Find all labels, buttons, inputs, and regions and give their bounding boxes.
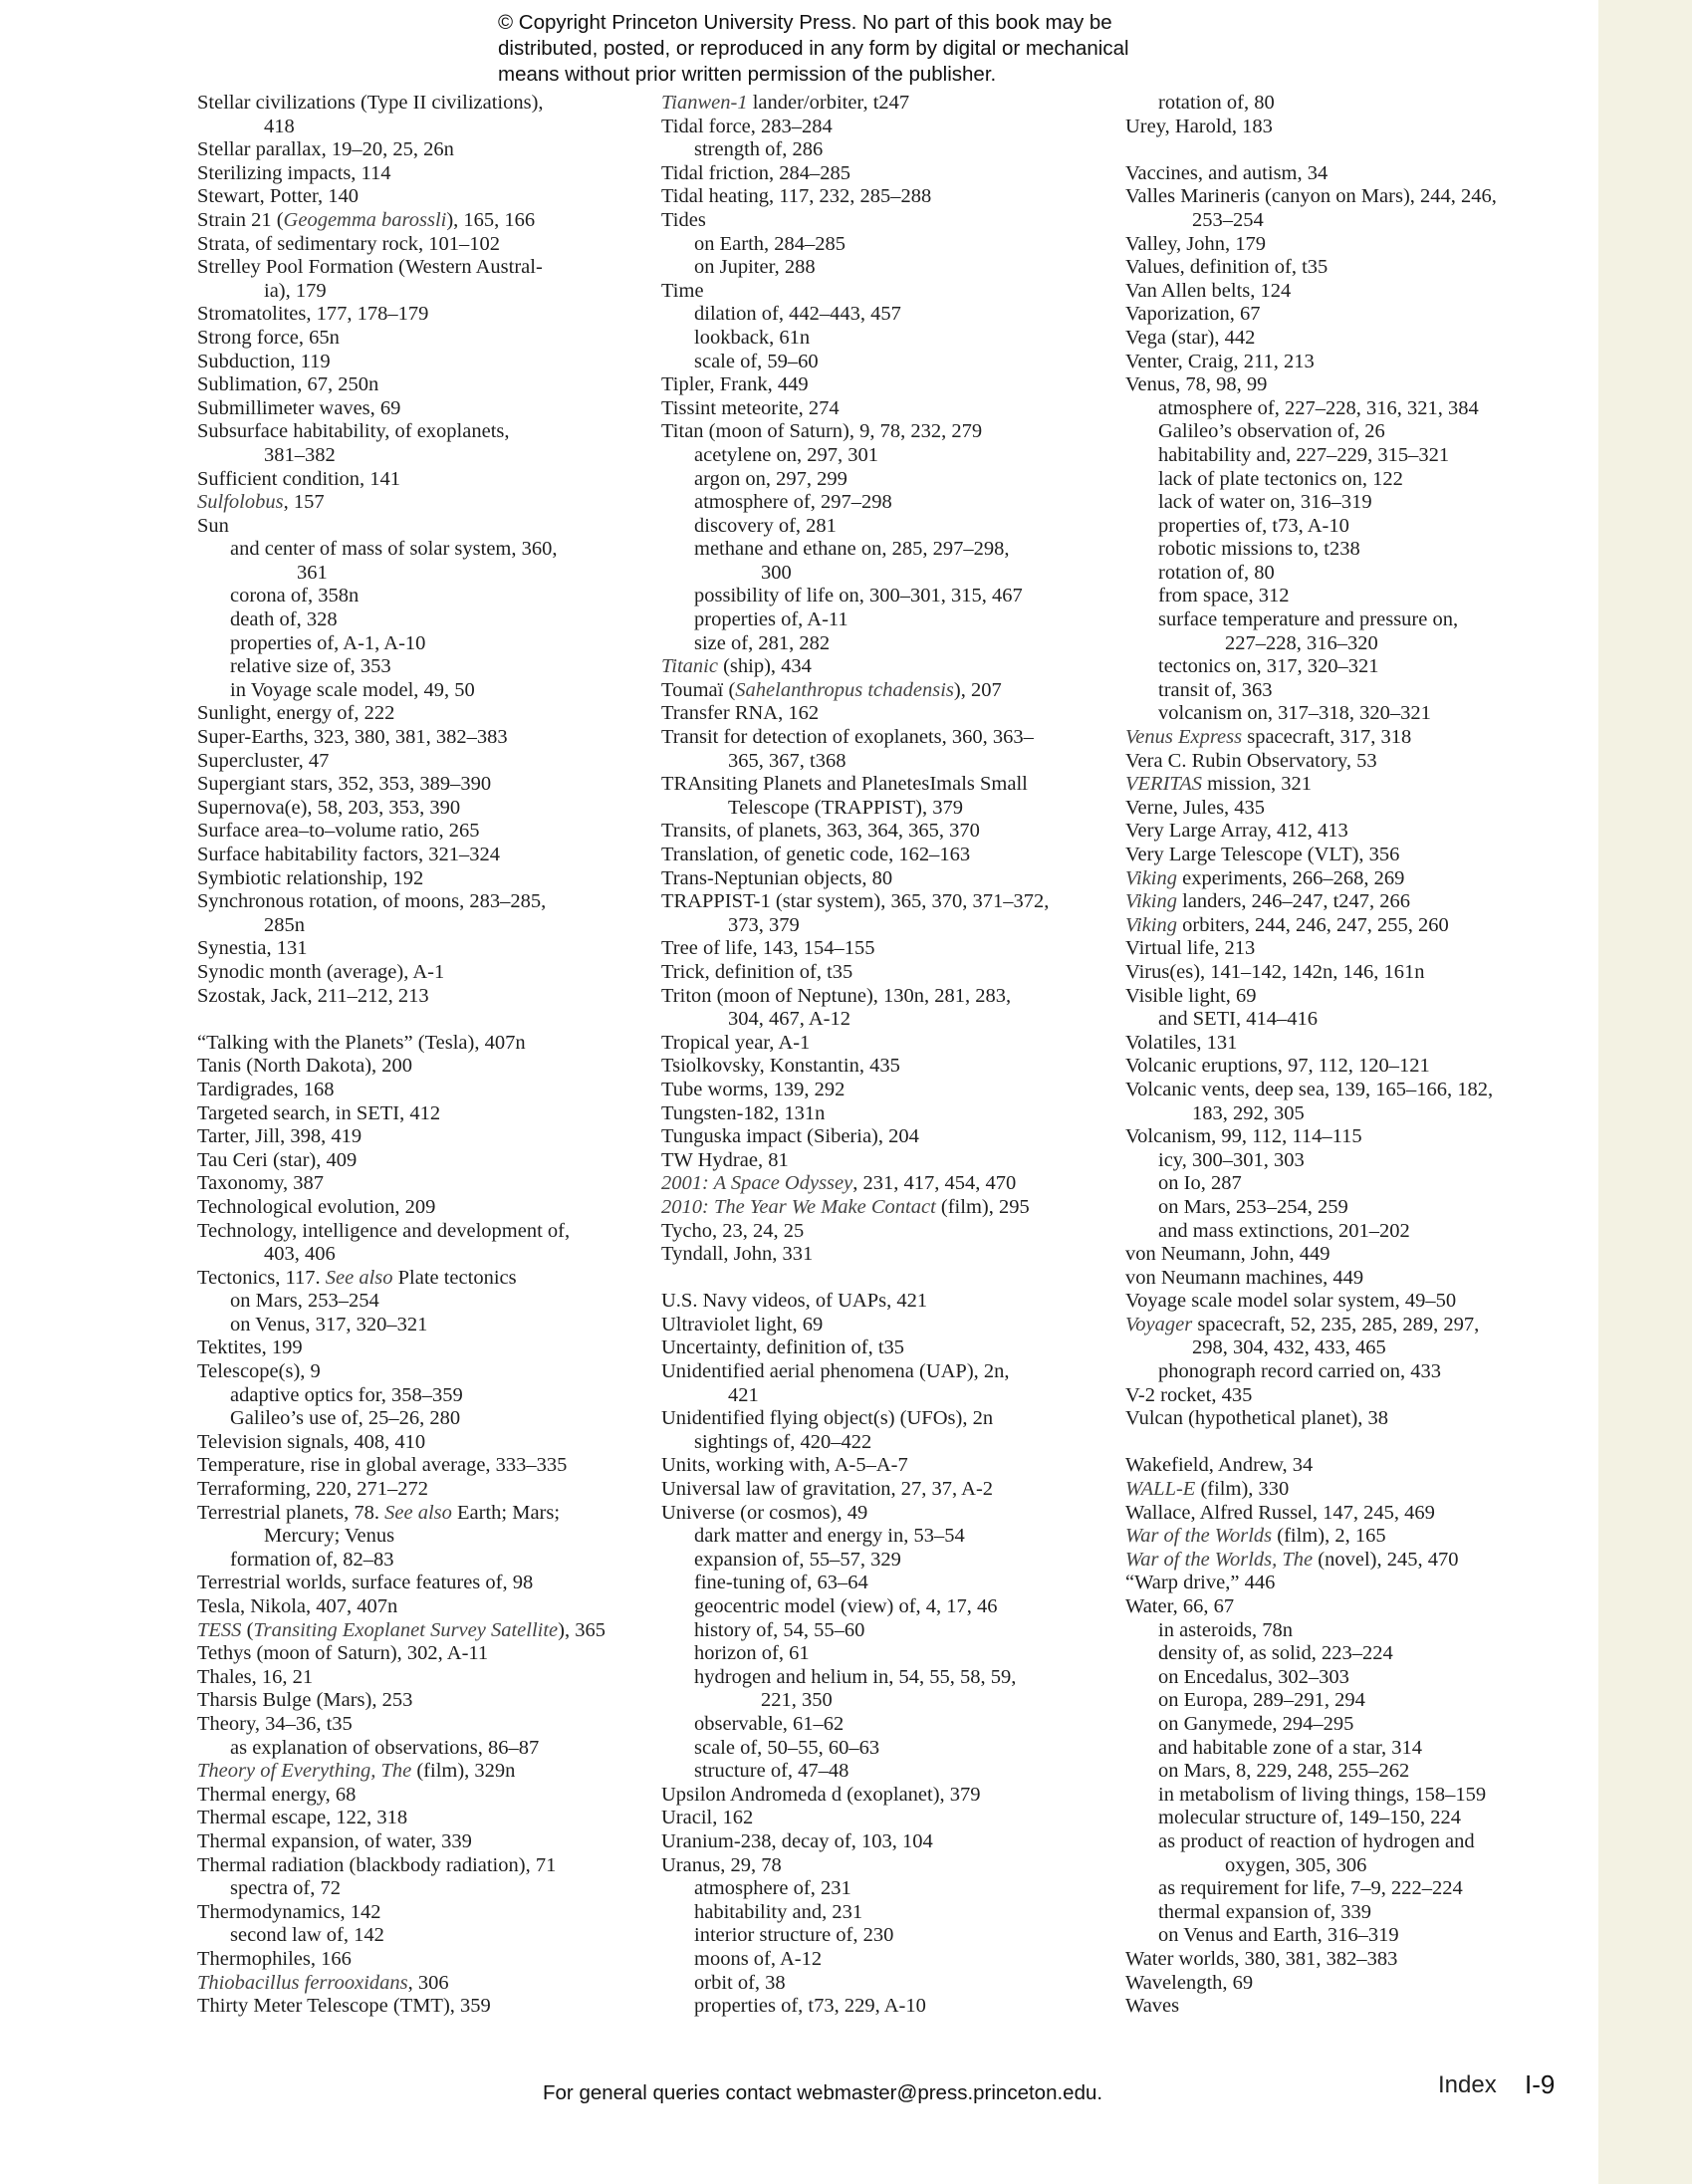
index-subentry: transit of, 363: [1158, 678, 1273, 701]
index-column-1: [197, 92, 645, 2019]
index-subentry: as requirement for life, 7–9, 222–224: [1158, 1877, 1463, 1900]
index-subentry: properties of, A-11: [694, 608, 848, 631]
index-entry: Sterilizing impacts, 114: [197, 161, 391, 184]
index-entry-continuation: Telescope (TRAPPIST), 379: [728, 796, 963, 819]
index-subentry: geocentric model (view) of, 4, 17, 46: [694, 1595, 998, 1617]
index-entry: Temperature, rise in global average, 333–335: [197, 1454, 568, 1477]
index-subentry: possibility of life on, 300–301, 315, 467: [694, 585, 1023, 607]
index-entry: Supercluster, 47: [197, 749, 330, 772]
index-entry: Thermal radiation (blackbody radiation), 71: [197, 1853, 557, 1876]
index-subentry: robotic missions to, t238: [1158, 538, 1360, 561]
index-entry: Tipler, Frank, 449: [661, 373, 809, 396]
index-entry-continuation: 361: [297, 561, 328, 584]
index-entry: Tektites, 199: [197, 1336, 303, 1359]
index-subentry: relative size of, 353: [230, 655, 391, 678]
index-subentry: fine-tuning of, 63–64: [694, 1572, 868, 1594]
index-entry: Virus(es), 141–142, 142n, 146, 161n: [1125, 960, 1425, 983]
index-entry-continuation: 421: [728, 1383, 759, 1406]
index-subentry: in metabolism of living things, 158–159: [1158, 1783, 1487, 1806]
index-entry: Thales, 16, 21: [197, 1665, 314, 1688]
index-subentry: atmosphere of, 227–228, 316, 321, 384: [1158, 396, 1479, 419]
index-entry: Volcanic eruptions, 97, 112, 120–121: [1125, 1055, 1430, 1078]
index-entry: Sulfolobus, 157: [197, 491, 325, 514]
index-entry: Tube worms, 139, 292: [661, 1078, 846, 1100]
index-entry: Thermal energy, 68: [197, 1783, 357, 1806]
index-entry: TW Hydrae, 81: [661, 1148, 789, 1171]
index-entry: von Neumann, John, 449: [1125, 1243, 1330, 1266]
index-entry: Uranium-238, decay of, 103, 104: [661, 1829, 933, 1852]
index-entry: Trick, definition of, t35: [661, 960, 853, 983]
index-entry-continuation: 300: [761, 561, 792, 584]
index-entry: Valles Marineris (canyon on Mars), 244, 246,: [1125, 185, 1497, 208]
index-entry: WALL-E (film), 330: [1125, 1478, 1290, 1501]
index-subentry: on Europa, 289–291, 294: [1158, 1689, 1365, 1712]
index-entry: Sunlight, energy of, 222: [197, 702, 395, 725]
index-entry: Viking experiments, 266–268, 269: [1125, 866, 1405, 889]
index-subentry: methane and ethane on, 285, 297–298,: [694, 538, 1010, 561]
index-entry: Values, definition of, t35: [1125, 256, 1329, 279]
index-entry: Strain 21 (Geogemma barossli), 165, 166: [197, 208, 536, 231]
index-subentry: and habitable zone of a star, 314: [1158, 1736, 1423, 1759]
index-entry-continuation: Mercury; Venus: [264, 1525, 395, 1548]
copyright-notice: [498, 10, 1215, 88]
index-subentry: spectra of, 72: [230, 1877, 341, 1900]
index-subentry: interior structure of, 230: [694, 1924, 894, 1947]
index-subentry: size of, 281, 282: [694, 631, 831, 654]
index-entry: Very Large Telescope (VLT), 356: [1125, 844, 1400, 865]
index-entry: TRAnsiting Planets and PlanetesImals Small: [661, 773, 1028, 796]
index-subentry: rotation of, 80: [1158, 92, 1275, 114]
index-entry: Synestia, 131: [197, 937, 308, 960]
index-entry: Transits, of planets, 363, 364, 365, 370: [661, 820, 980, 843]
index-entry: Tungsten-182, 131n: [661, 1101, 826, 1124]
index-subentry: lack of plate tectonics on, 122: [1158, 467, 1403, 490]
index-entry: TESS (Transiting Exoplanet Survey Satellite), 365: [197, 1618, 605, 1641]
index-subentry: lack of water on, 316–319: [1158, 491, 1372, 514]
index-entry: Stromatolites, 177, 178–179: [197, 303, 429, 326]
index-entry: Volcanism, 99, 112, 114–115: [1125, 1125, 1362, 1148]
index-subentry: on Jupiter, 288: [694, 256, 816, 279]
index-subentry: on Ganymede, 294–295: [1158, 1712, 1354, 1735]
index-entry: Wavelength, 69: [1125, 1971, 1254, 1994]
index-column-3: [1125, 92, 1573, 2019]
index-subentry: phonograph record carried on, 433: [1158, 1360, 1442, 1383]
index-entry-continuation: 373, 379: [728, 913, 800, 936]
index-subentry: death of, 328: [230, 608, 338, 631]
index-entry: Volatiles, 131: [1125, 1031, 1238, 1054]
index-subentry: and center of mass of solar system, 360,: [230, 538, 558, 561]
index-subentry: lookback, 61n: [694, 326, 811, 349]
index-entry: Very Large Array, 412, 413: [1125, 820, 1348, 843]
index-entry: Tissint meteorite, 274: [661, 396, 840, 419]
copyright-line: means without prior written permission of the publisher.: [498, 63, 997, 86]
index-subentry: from space, 312: [1158, 585, 1290, 607]
index-entry: Vulcan (hypothetical planet), 38: [1125, 1407, 1389, 1430]
index-entry: Tharsis Bulge (Mars), 253: [197, 1689, 413, 1712]
index-entry: Universe (or cosmos), 49: [661, 1501, 868, 1524]
index-entry: Subduction, 119: [197, 350, 331, 372]
index-entry: Time: [661, 279, 704, 302]
index-subentry: in asteroids, 78n: [1158, 1618, 1293, 1641]
running-label: Index: [1438, 2071, 1497, 2098]
index-subentry: moons of, A-12: [694, 1947, 823, 1970]
index-entry: Visible light, 69: [1125, 984, 1257, 1007]
letter-group-gap: [1125, 138, 1573, 162]
index-entry: Tectonics, 117. See also Plate tectonics: [197, 1266, 517, 1289]
index-entry: Uncertainty, definition of, t35: [661, 1336, 905, 1359]
index-entry: Toumaï (Sahelanthropus tchadensis), 207: [661, 678, 1002, 701]
copyright-line: distributed, posted, or reproduced in any form by digital or mechanical: [498, 37, 1129, 60]
index-entry: Triton (moon of Neptune), 130n, 281, 283,: [661, 984, 1012, 1007]
index-subentry: on Mars, 8, 229, 248, 255–262: [1158, 1760, 1410, 1783]
index-subentry: and mass extinctions, 201–202: [1158, 1219, 1410, 1242]
index-entry: Upsilon Andromeda d (exoplanet), 379: [661, 1783, 981, 1806]
index-entry: Telescope(s), 9: [197, 1360, 321, 1383]
index-entry: Tardigrades, 168: [197, 1078, 335, 1100]
index-entry: Titanic (ship), 434: [661, 655, 812, 678]
index-subentry: atmosphere of, 297–298: [694, 491, 892, 514]
index-entry: Technology, intelligence and development of,: [197, 1219, 571, 1242]
index-subentry: argon on, 297, 299: [694, 467, 847, 490]
index-entry: Ultraviolet light, 69: [661, 1313, 824, 1335]
index-entry: War of the Worlds (film), 2, 165: [1125, 1525, 1386, 1548]
index-subentry: on Venus and Earth, 316–319: [1158, 1924, 1399, 1947]
index-entry: Thermal expansion, of water, 339: [197, 1829, 472, 1852]
index-entry: Technological evolution, 209: [197, 1195, 436, 1218]
index-subentry: properties of, t73, A-10: [1158, 514, 1349, 537]
index-entry-continuation: 403, 406: [264, 1243, 336, 1266]
index-subentry: density of, as solid, 223–224: [1158, 1642, 1393, 1665]
index-subentry: orbit of, 38: [694, 1971, 786, 1994]
index-entry: Terrestrial worlds, surface features of, 98: [197, 1572, 534, 1594]
index-subentry: observable, 61–62: [694, 1712, 845, 1735]
index-entry: Sun: [197, 514, 229, 537]
index-entry: “Warp drive,” 446: [1125, 1572, 1276, 1594]
index-subentry: properties of, A-1, A-10: [230, 631, 426, 654]
index-entry: “Talking with the Planets” (Tesla), 407n: [197, 1031, 526, 1054]
index-entry: Tesla, Nikola, 407, 407n: [197, 1595, 398, 1617]
index-entry-continuation: 418: [264, 115, 295, 137]
index-entry: Stewart, Potter, 140: [197, 185, 360, 208]
letter-group-gap: [661, 1267, 1109, 1291]
index-entry: Symbiotic relationship, 192: [197, 866, 424, 889]
index-entry: Terrestrial planets, 78. See also Earth; Mars;: [197, 1501, 561, 1524]
index-entry: Translation, of genetic code, 162–163: [661, 844, 971, 865]
index-subentry: structure of, 47–48: [694, 1760, 849, 1783]
index-entry: Tethys (moon of Saturn), 302, A-11: [197, 1642, 489, 1665]
index-entry: Units, working with, A-5–A-7: [661, 1454, 908, 1477]
index-subentry: second law of, 142: [230, 1924, 384, 1947]
index-subentry: thermal expansion of, 339: [1158, 1900, 1372, 1923]
index-entry: Trans-Neptunian objects, 80: [661, 866, 893, 889]
page-edge-band: [1598, 0, 1692, 2184]
index-subentry: expansion of, 55–57, 329: [694, 1548, 901, 1571]
index-entry: Taxonomy, 387: [197, 1172, 325, 1195]
index-entry: Tree of life, 143, 154–155: [661, 937, 875, 960]
index-entry: Uranus, 29, 78: [661, 1853, 782, 1876]
index-entry: Water worlds, 380, 381, 382–383: [1125, 1947, 1398, 1970]
index-entry-continuation: 221, 350: [761, 1689, 833, 1712]
index-subentry: Galileo’s observation of, 26: [1158, 420, 1385, 443]
index-subentry: on Encedalus, 302–303: [1158, 1665, 1349, 1688]
index-entry: Volcanic vents, deep sea, 139, 165–166, 182,: [1125, 1078, 1494, 1100]
index-entry: Synodic month (average), A-1: [197, 960, 445, 983]
index-subentry: dark matter and energy in, 53–54: [694, 1525, 965, 1548]
index-entry: V-2 rocket, 435: [1125, 1383, 1253, 1406]
index-entry: Tsiolkovsky, Konstantin, 435: [661, 1055, 900, 1078]
index-entry: War of the Worlds, The (novel), 245, 470: [1125, 1548, 1459, 1571]
index-entry: Strata, of sedimentary rock, 101–102: [197, 232, 501, 255]
index-subentry: tectonics on, 317, 320–321: [1158, 655, 1379, 678]
index-subentry: properties of, t73, 229, A-10: [694, 1995, 926, 2018]
index-entry: Van Allen belts, 124: [1125, 279, 1292, 302]
index-entry: Submillimeter waves, 69: [197, 396, 401, 419]
index-entry-continuation: 253–254: [1192, 208, 1264, 231]
index-subentry: in Voyage scale model, 49, 50: [230, 678, 475, 701]
index-entry: Thermodynamics, 142: [197, 1900, 381, 1923]
index-entry: Viking landers, 246–247, t247, 266: [1125, 890, 1411, 913]
index-entry: Tanis (North Dakota), 200: [197, 1055, 413, 1078]
index-entry-continuation: 298, 304, 432, 433, 465: [1192, 1336, 1386, 1359]
index-entry: TRAPPIST-1 (star system), 365, 370, 371–372,: [661, 890, 1050, 913]
index-entry: Uracil, 162: [661, 1807, 754, 1829]
index-entry: Tidal friction, 284–285: [661, 161, 851, 184]
index-entry: Transit for detection of exoplanets, 360, 363–: [661, 726, 1034, 749]
index-entry: Tianwen-1 lander/orbiter, t247: [661, 92, 910, 114]
index-entry: 2010: The Year We Make Contact (film), 295: [661, 1195, 1030, 1218]
index-subentry: adaptive optics for, 358–359: [230, 1383, 463, 1406]
index-subentry: on Earth, 284–285: [694, 232, 846, 255]
index-entry: Thirty Meter Telescope (TMT), 359: [197, 1995, 491, 2018]
index-entry: Venter, Craig, 211, 213: [1125, 350, 1315, 372]
page-number: I-9: [1525, 2069, 1556, 2099]
index-entry-continuation: 183, 292, 305: [1192, 1101, 1305, 1124]
index-subentry: and SETI, 414–416: [1158, 1008, 1318, 1031]
index-subentry: acetylene on, 297, 301: [694, 443, 879, 466]
index-subentry: corona of, 358n: [230, 585, 360, 607]
index-entry: Super-Earths, 323, 380, 381, 382–383: [197, 726, 508, 749]
index-entry: Titan (moon of Saturn), 9, 78, 232, 279: [661, 420, 983, 443]
index-subentry: strength of, 286: [694, 138, 824, 161]
index-entry: Sublimation, 67, 250n: [197, 373, 379, 396]
index-entry: Voyage scale model solar system, 49–50: [1125, 1290, 1457, 1313]
index-entry: Tidal heating, 117, 232, 285–288: [661, 185, 932, 208]
index-entry: Wakefield, Andrew, 34: [1125, 1454, 1314, 1477]
index-entry: Virtual life, 213: [1125, 937, 1256, 960]
index-entry: Surface habitability factors, 321–324: [197, 844, 500, 865]
index-entry: Theory, 34–36, t35: [197, 1712, 353, 1735]
index-entry: Universal law of gravitation, 27, 37, A-2: [661, 1478, 994, 1501]
index-entry: Television signals, 408, 410: [197, 1430, 426, 1453]
index-subentry: on Mars, 253–254, 259: [1158, 1195, 1348, 1218]
index-entry-continuation: 227–228, 316–320: [1225, 631, 1378, 654]
index-entry-continuation: 381–382: [264, 443, 336, 466]
letter-group-gap: [1125, 1431, 1573, 1455]
index-subentry: formation of, 82–83: [230, 1548, 394, 1571]
index-subentry: rotation of, 80: [1158, 561, 1275, 584]
index-entry: Thiobacillus ferrooxidans, 306: [197, 1971, 449, 1994]
index-entry-continuation: 365, 367, t368: [728, 749, 846, 772]
index-entry: Wallace, Alfred Russel, 147, 245, 469: [1125, 1501, 1435, 1524]
index-entry: Strong force, 65n: [197, 326, 340, 349]
index-entry: Venus Express spacecraft, 317, 318: [1125, 726, 1412, 749]
index-entry: Sufficient condition, 141: [197, 467, 401, 490]
index-entry-continuation: 285n: [264, 913, 305, 936]
index-entry: Strelley Pool Formation (Western Austral-: [197, 256, 543, 279]
index-entry: Verne, Jules, 435: [1125, 796, 1266, 819]
index-entry: von Neumann machines, 449: [1125, 1266, 1364, 1289]
index-subentry: hydrogen and helium in, 54, 55, 58, 59,: [694, 1665, 1017, 1688]
index-subentry: habitability and, 231: [694, 1900, 863, 1923]
index-subentry: volcanism on, 317–318, 320–321: [1158, 702, 1431, 725]
index-subentry: as explanation of observations, 86–87: [230, 1736, 540, 1759]
index-entry: Tidal force, 283–284: [661, 115, 833, 137]
index-subentry: scale of, 59–60: [694, 350, 819, 372]
index-entry: Tau Ceri (star), 409: [197, 1148, 358, 1171]
index-entry: Voyager spacecraft, 52, 235, 285, 289, 297,: [1125, 1313, 1480, 1335]
index-subentry: discovery of, 281: [694, 514, 837, 537]
index-entry: VERITAS mission, 321: [1125, 773, 1312, 796]
index-entry: Targeted search, in SETI, 412: [197, 1101, 441, 1124]
index-entry: Szostak, Jack, 211–212, 213: [197, 984, 429, 1007]
index-entry: Unidentified flying object(s) (UFOs), 2n: [661, 1407, 994, 1430]
index-entry: U.S. Navy videos, of UAPs, 421: [661, 1290, 928, 1313]
index-entry: Tropical year, A-1: [661, 1031, 811, 1054]
index-entry: Vega (star), 442: [1125, 326, 1256, 349]
index-subentry: surface temperature and pressure on,: [1158, 608, 1459, 631]
index-entry: Thermophiles, 166: [197, 1947, 352, 1970]
index-subentry: Galileo’s use of, 25–26, 280: [230, 1407, 461, 1430]
index-entry: Tyndall, John, 331: [661, 1243, 814, 1266]
index-column-2: [661, 92, 1109, 2019]
index-entry: Theory of Everything, The (film), 329n: [197, 1760, 516, 1783]
index-entry: Supernova(e), 58, 203, 353, 390: [197, 796, 461, 819]
index-entry: Synchronous rotation, of moons, 283–285,: [197, 890, 547, 913]
index-subentry: on Venus, 317, 320–321: [230, 1313, 428, 1335]
index-subentry: as product of reaction of hydrogen and: [1158, 1829, 1475, 1852]
index-subentry: scale of, 50–55, 60–63: [694, 1736, 880, 1759]
index-entry: Tarter, Jill, 398, 419: [197, 1125, 363, 1148]
index-subentry: dilation of, 442–443, 457: [694, 303, 901, 326]
index-entry-continuation: 304, 467, A-12: [728, 1008, 850, 1031]
index-entry: Urey, Harold, 183: [1125, 115, 1273, 137]
index-entry: Thermal escape, 122, 318: [197, 1807, 408, 1829]
index-entry: Tycho, 23, 24, 25: [661, 1219, 805, 1242]
index-entry: Vera C. Rubin Observatory, 53: [1125, 749, 1377, 772]
index-entry: Stellar civilizations (Type II civilizations),: [197, 92, 544, 114]
index-entry: Tides: [661, 208, 706, 231]
index-entry: Transfer RNA, 162: [661, 702, 820, 725]
index-entry: Water, 66, 67: [1125, 1595, 1235, 1617]
index-entry: Viking orbiters, 244, 246, 247, 255, 260: [1125, 913, 1449, 936]
index-subentry: icy, 300–301, 303: [1158, 1148, 1305, 1171]
index-entry: Subsurface habitability, of exoplanets,: [197, 420, 510, 443]
copyright-line: © Copyright Princeton University Press. No part of this book may be: [498, 11, 1112, 34]
index-entry: Vaporization, 67: [1125, 303, 1261, 326]
index-entry: Unidentified aerial phenomena (UAP), 2n,: [661, 1360, 1010, 1383]
index-entry: Vaccines, and autism, 34: [1125, 161, 1329, 184]
index-entry-continuation: oxygen, 305, 306: [1225, 1853, 1367, 1876]
index-entry: Supergiant stars, 352, 353, 389–390: [197, 773, 492, 796]
index-subentry: sightings of, 420–422: [694, 1430, 872, 1453]
index-entry: Terraforming, 220, 271–272: [197, 1478, 428, 1501]
index-entry: Tunguska impact (Siberia), 204: [661, 1125, 919, 1148]
index-subentry: molecular structure of, 149–150, 224: [1158, 1807, 1462, 1829]
index-entry: 2001: A Space Odyssey, 231, 417, 454, 470: [661, 1172, 1017, 1195]
index-subentry: on Io, 287: [1158, 1172, 1242, 1195]
index-subentry: habitability and, 227–229, 315–321: [1158, 443, 1450, 466]
index-entry: Waves: [1125, 1995, 1180, 2018]
index-entry: Surface area–to–volume ratio, 265: [197, 820, 480, 843]
index-entry: Stellar parallax, 19–20, 25, 26n: [197, 138, 454, 161]
footer-contact: For general queries contact webmaster@press.princeton.edu.: [543, 2081, 1103, 2104]
index-entry-continuation: ia), 179: [264, 279, 327, 302]
letter-group-gap: [197, 1008, 645, 1032]
index-subentry: history of, 54, 55–60: [694, 1618, 865, 1641]
index-entry: Valley, John, 179: [1125, 232, 1267, 255]
index-subentry: on Mars, 253–254: [230, 1290, 379, 1313]
index-subentry: atmosphere of, 231: [694, 1877, 851, 1900]
index-entry: Venus, 78, 98, 99: [1125, 373, 1268, 396]
index-subentry: horizon of, 61: [694, 1642, 810, 1665]
